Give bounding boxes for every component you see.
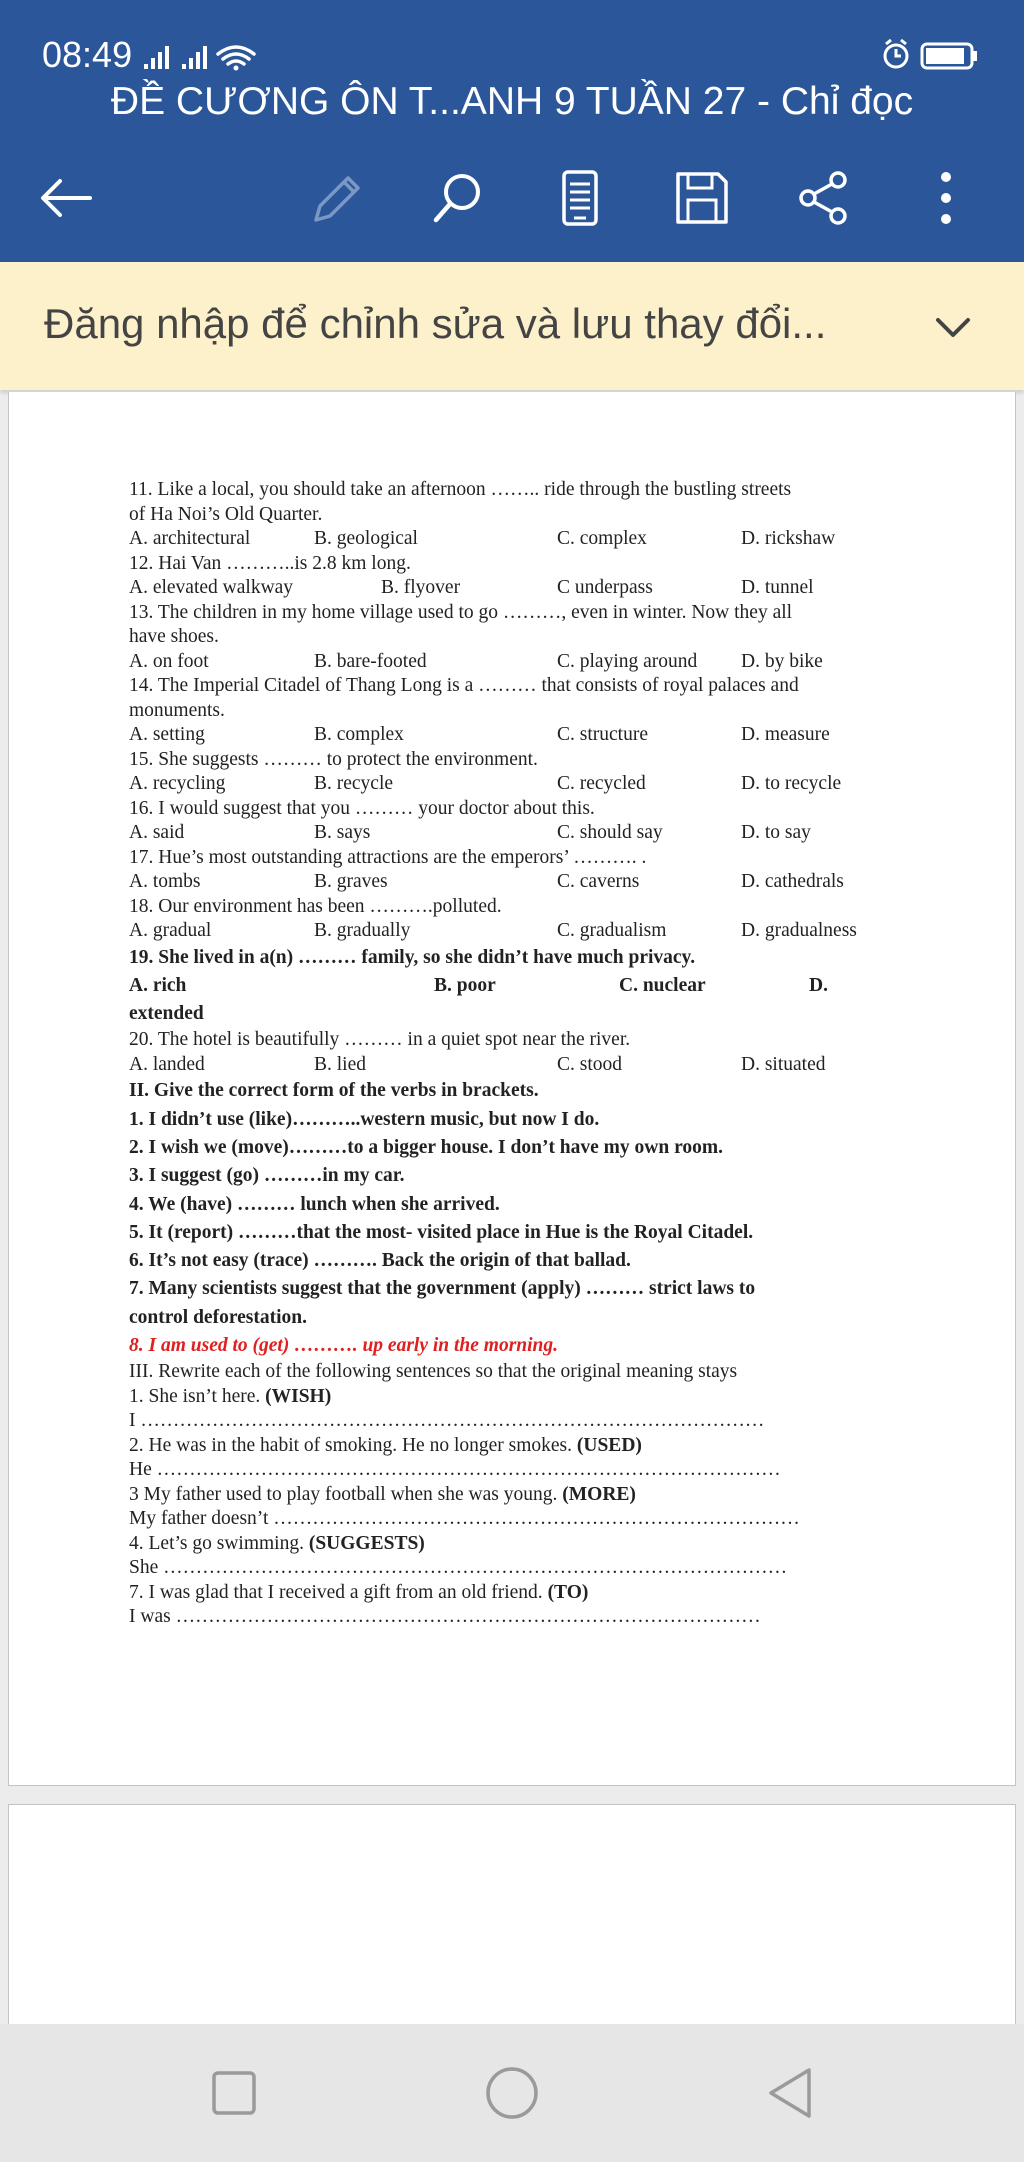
question-text: 18. Our environment has been ……….polluted. [129,895,502,917]
option-b: B. gradually [314,920,411,941]
option-b: B. says [314,822,371,843]
status-bar [42,30,982,76]
answer-line: I …………………………………………………………………………………… [129,1410,765,1432]
option-c: C. caverns [557,871,640,892]
question-text: 13. The children in my home village used to go ………, even in winter. Now they all [129,601,793,623]
answer-line: I was ……………………………………………………………………………… [129,1606,761,1628]
option-b: B. graves [314,871,388,892]
answer-line: My father doesn’t ……………………………………………………………………… [129,1508,800,1530]
option-d: D. to recycle [741,773,842,794]
question-text: 12. Hai Van ………..is 2.8 km long. [129,552,411,574]
question-text: monuments. [129,699,225,721]
option-b: B. lied [314,1053,366,1075]
option-a: A. recycling [129,773,226,794]
section-heading: III. Rewrite each of the following sentences so that the original meaning stays [129,1361,738,1383]
question-text: 20. The hotel is beautifully ……… in a quiet spot near the river. [129,1029,631,1051]
signin-banner-text: Đăng nhập để chỉnh sửa và lưu thay đổi... [44,300,827,347]
keyword: (WISH) [265,1385,332,1407]
answer-options [129,870,914,895]
exercise-item: 7. Many scientists suggest that the government (apply) ……… strict laws to [129,1278,756,1300]
option-d: D. tunnel [741,577,814,598]
option-c: C. nuclear [619,974,706,996]
answer-options [129,772,914,797]
option-b: B. complex [314,724,404,745]
recents-icon[interactable] [201,2060,267,2126]
keyword: (SUGGESTS) [308,1532,425,1554]
rewrite-prompt: 1. She isn’t here. (WISH) [129,1385,332,1407]
option-b: B. flyover [381,577,461,598]
option-b: B. recycle [314,773,394,794]
question-text: of Ha Noi’s Old Quarter. [129,503,323,525]
status-time: 08:49 [42,34,133,75]
question-text: 19. She lived in a(n) ……… family, so she didn’t have much privacy. [129,946,696,968]
option-c: C. should say [557,822,663,843]
exercise-item: 4. We (have) ……… lunch when she arrived. [129,1193,500,1215]
document-title: ĐỀ CƯƠNG ÔN T...ANH 9 TUẦN 27 - Chỉ đọc [110,80,914,123]
keyword: (MORE) [562,1483,636,1505]
option-b: B. geological [314,528,418,549]
option-d-continued: extended [129,1003,204,1025]
question-text: 15. She suggests ……… to protect the environment. [129,748,538,770]
exercise-item: control deforestation. [129,1306,308,1328]
answer-options [129,527,914,552]
exercise-item: 1. I didn’t use (like)………..western music, but now I do. [129,1108,600,1130]
option-a: A. tombs [129,871,201,892]
more-icon[interactable] [916,168,976,228]
option-c: C. playing around [557,650,698,672]
rewrite-prompt: 2. He was in the habit of smoking. He no longer smokes. (USED) [129,1434,642,1456]
option-a: A. architectural [129,528,251,549]
alarm-battery-icons [882,38,982,72]
document-content [129,478,914,1630]
next-document-page[interactable] [8,1804,1016,2024]
question-text: have shoes. [129,626,219,647]
option-c: C. gradualism [557,920,667,941]
answer-options [129,1053,914,1078]
option-c: C. stood [557,1053,623,1075]
chevron-down-icon[interactable] [930,304,976,350]
option-d: D. gradualness [741,920,857,941]
option-c: C. recycled [557,773,646,794]
answer-line: He …………………………………………………………………………………… [129,1459,781,1481]
rewrite-prompt: 7. I was glad that I received a gift from an old friend. (TO) [129,1581,589,1603]
rewrite-prompt: 3 My father used to play football when she was young. (MORE) [129,1483,636,1505]
option-d: D. measure [741,724,830,745]
option-c: C underpass [557,577,653,598]
share-icon[interactable] [794,168,854,228]
answer-options [129,821,914,846]
option-d: D. situated [741,1053,826,1075]
document-page[interactable] [8,392,1016,1786]
option-d: D. cathedrals [741,871,844,892]
option-a: A. on foot [129,650,209,672]
option-c: C. complex [557,528,647,549]
reading-view-icon[interactable] [550,168,610,228]
back-icon[interactable] [757,2060,823,2126]
exercise-item: 6. It’s not easy (trace) ………. Back the origin of that ballad. [129,1250,631,1272]
option-b: B. bare-footed [314,650,427,672]
answer-options [129,972,914,1000]
app-header [0,0,1024,262]
exercise-item: 5. It (report) ………that the most- visited place in Hue is the Royal Citadel. [129,1221,754,1243]
answer-options [129,919,914,944]
section-heading: II. Give the correct form of the verbs in brackets. [129,1080,539,1102]
save-icon[interactable] [672,168,732,228]
option-d: D. rickshaw [741,528,836,549]
option-a: A. setting [129,724,205,745]
system-nav-bar [0,2024,1024,2162]
search-icon[interactable] [428,168,488,228]
highlighted-exercise-item: 8. I am used to (get) ………. up early in the morning. [129,1335,559,1357]
question-text: 14. The Imperial Citadel of Thang Long is a ……… that consists of royal palaces and [129,675,799,696]
signal-icon [142,42,302,72]
option-a: A. landed [129,1053,205,1075]
exercise-item: 2. I wish we (move)………to a bigger house. I don’t have my own room. [129,1136,724,1158]
answer-options [129,576,914,601]
signin-banner[interactable] [0,262,1024,390]
keyword: (TO) [547,1581,589,1603]
option-b: B. poor [434,974,496,996]
option-d: D. to say [741,822,811,843]
answer-options [129,650,914,675]
option-c: C. structure [557,724,648,745]
option-a: A. rich [129,974,187,996]
option-a: A. elevated walkway [129,577,294,598]
keyword: (USED) [576,1434,642,1456]
answer-line: She …………………………………………………………………………………… [129,1557,788,1579]
pencil-icon[interactable] [306,168,366,228]
rewrite-prompt: 4. Let’s go swimming. (SUGGESTS) [129,1532,425,1554]
question-text: 17. Hue’s most outstanding attractions are the emperors’ ………. . [129,846,647,868]
question-text: 16. I would suggest that you ……… your doctor about this. [129,797,595,819]
back-arrow-icon[interactable] [36,168,96,228]
home-icon[interactable] [479,2060,545,2126]
toolbar [0,150,1024,240]
option-d: D. [809,974,828,996]
question-text: 11. Like a local, you should take an afternoon …….. ride through the bustling streets [129,479,792,500]
answer-options [129,723,914,748]
option-a: A. said [129,822,185,843]
option-a: A. gradual [129,920,212,941]
exercise-item: 3. I suggest (go) ………in my car. [129,1165,405,1187]
option-d: D. by bike [741,650,823,672]
